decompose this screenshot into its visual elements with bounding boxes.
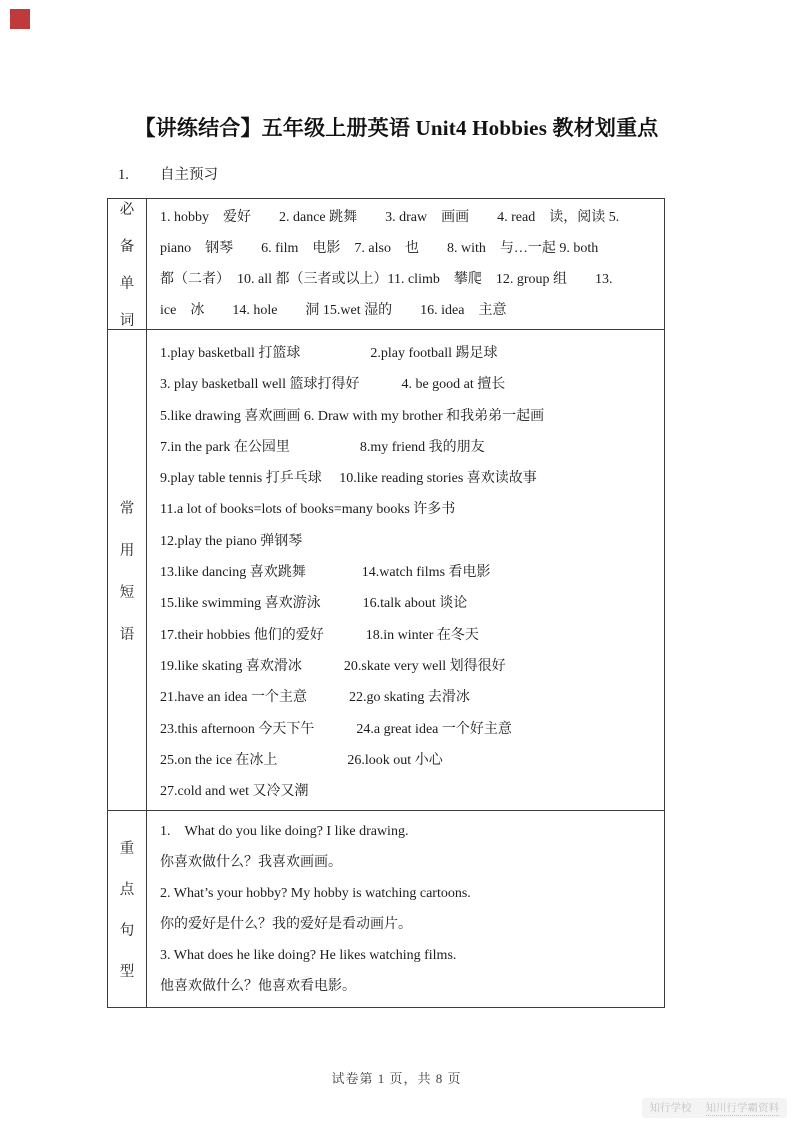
content-line: 你喜欢做什么？我喜欢画画。 xyxy=(160,855,342,870)
section-heading xyxy=(118,163,793,184)
row-header-sentences xyxy=(108,811,147,1007)
watermark xyxy=(642,1098,788,1118)
table-row-sentences xyxy=(108,811,664,1007)
phrases-content xyxy=(147,330,664,810)
section-label: 自主预习 xyxy=(160,167,218,183)
content-line: 25.on the ice 在冰上 26.look out 小心 xyxy=(160,752,443,768)
content-line: 23.this afternoon 今天下午 24.a great idea 一个好主意 xyxy=(160,721,512,737)
section-number: 1. xyxy=(118,167,129,183)
header-char: 重 xyxy=(119,841,135,857)
content-line: 都（二者） 10. all 都（三者或以上）11. climb 攀爬 12. group 组 13. xyxy=(160,272,613,287)
header-char: 语 xyxy=(119,626,135,643)
content-line: 1. hobby 爱好 2. dance 跳舞 3. draw 画画 4. read 读，阅读 5. xyxy=(160,210,620,225)
content-line: 3. play basketball well 篮球打得好 4. be good at 擅长 xyxy=(160,377,506,393)
row-header-key-words xyxy=(108,199,147,329)
table-row-phrases xyxy=(108,330,664,811)
content-line: 1.play basketball 打篮球 2.play football 踢足球 xyxy=(160,346,498,361)
content-line: 2. What’s your hobby? My hobby is watching cartoons. xyxy=(160,886,471,901)
preview-table xyxy=(107,198,665,1008)
content-line: 13.like dancing 喜欢跳舞 14.watch films 看电影 xyxy=(160,565,491,581)
header-char: 常 xyxy=(119,500,135,517)
red-corner-marker xyxy=(10,9,30,29)
content-line: piano 钢琴 6. film 电影 7. also 也 8. with 与…一起 9. both xyxy=(160,241,599,256)
header-char: 词 xyxy=(119,313,135,329)
content-line: 3. What does he like doing? He likes watching films. xyxy=(160,948,457,963)
watermark-left-text: 知行学校 xyxy=(649,1102,692,1114)
content-line: 27.cold and wet 又冷又潮 xyxy=(160,784,309,800)
content-line: 7.in the park 在公园里 8.my friend 我的朋友 xyxy=(160,439,485,455)
row-header-phrases xyxy=(108,330,147,810)
content-line: 21.have an idea 一个主意 22.go skating 去滑冰 xyxy=(160,690,470,706)
content-line: 你的爱好是什么？我的爱好是看动画片。 xyxy=(160,917,412,932)
header-char: 用 xyxy=(119,542,135,559)
content-line: ice 冰 14. hole 洞 15.wet 湿的 16. idea 主意 xyxy=(160,303,507,318)
content-line: 15.like swimming 喜欢游泳 16.talk about 谈论 xyxy=(160,596,468,612)
page-footer: 试卷第 1 页，共 8 页 xyxy=(331,1071,462,1086)
content-line: 1. What do you like doing? I like drawing. xyxy=(160,824,409,839)
header-char: 点 xyxy=(119,882,135,898)
content-line: 5.like drawing 喜欢画画 6. Draw with my brother 和我弟弟一起画 xyxy=(160,408,545,424)
header-char: 型 xyxy=(119,964,135,980)
watermark-right-text: 知川行学霸资料 xyxy=(705,1102,779,1114)
header-char: 备 xyxy=(119,239,135,255)
header-char: 短 xyxy=(119,584,135,601)
header-char: 必 xyxy=(119,202,135,218)
content-line: 他喜欢做什么？他喜欢看电影。 xyxy=(160,979,356,994)
header-char: 句 xyxy=(119,923,135,939)
content-line: 9.play table tennis 打乒乓球 10.like reading stories 喜欢读故事 xyxy=(160,471,537,487)
sentences-content xyxy=(147,811,664,1007)
content-line: 17.their hobbies 他们的爱好 18.in winter 在冬天 xyxy=(160,627,479,643)
content-line: 19.like skating 喜欢滑冰 20.skate very well 划得很好 xyxy=(160,658,506,674)
header-char: 单 xyxy=(119,276,135,292)
page-title: 【讲练结合】五年级上册英语 Unit4 Hobbies 教材划重点 xyxy=(134,116,659,140)
key-words-content xyxy=(147,199,664,329)
content-line: 11.a lot of books=lots of books=many books 许多书 xyxy=(160,502,456,518)
table-row-key-words xyxy=(108,199,664,330)
content-line: 12.play the piano 弹钢琴 xyxy=(160,533,303,549)
